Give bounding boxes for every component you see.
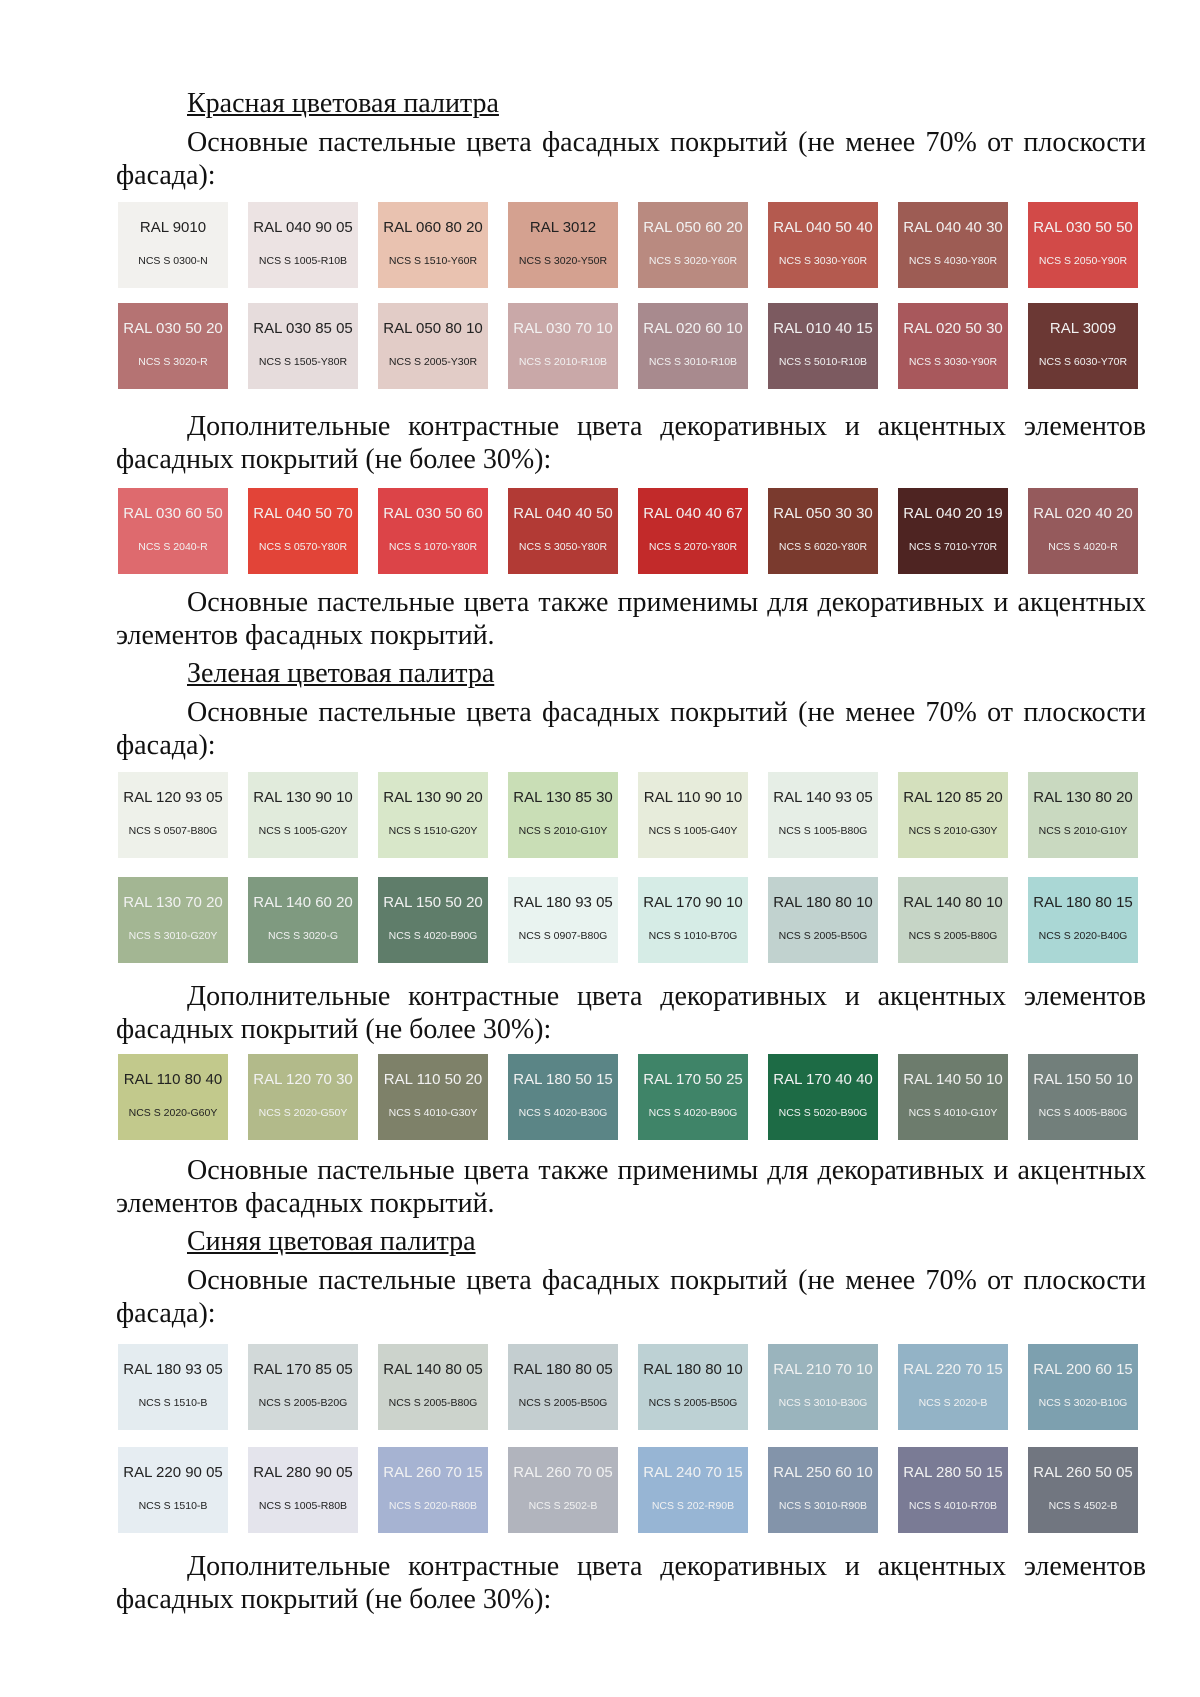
swatch-ral-code: RAL 040 40 30 [903,219,1003,236]
swatch-ral-code: RAL 110 90 10 [643,789,743,806]
red-palette-heading: Красная цветовая палитра [187,88,499,119]
blue-accent-intro: Дополнительные контрастные цвета декоративных и акцентных элементов фасадных покрытий (не более 30%): [116,1551,1146,1615]
color-swatch [898,877,1008,963]
color-swatch [638,202,748,288]
swatch-ral-code: RAL 260 50 05 [1033,1464,1133,1481]
swatch-ral-code: RAL 280 50 15 [903,1464,1003,1481]
color-swatch [378,877,488,963]
color-swatch [118,877,228,963]
swatch-ncs-code: NCS S 3030-Y90R [908,356,998,368]
color-swatch [508,772,618,858]
color-swatch [248,202,358,288]
swatch-ncs-code: NCS S 1510-G20Y [388,825,478,837]
swatch-ral-code: RAL 110 80 40 [123,1071,223,1088]
swatch-ral-code: RAL 140 80 05 [383,1361,483,1378]
swatch-ncs-code: NCS S 4020-B90G [388,930,478,942]
swatch-ncs-code: NCS S 4010-R70B [908,1500,998,1512]
color-swatch [638,303,748,389]
swatch-ral-code: RAL 050 60 20 [643,219,743,236]
swatch-ncs-code: NCS S 2070-Y80R [648,541,738,553]
color-swatch [898,488,1008,574]
swatch-ncs-code: NCS S 6030-Y70R [1038,356,1128,368]
swatch-ral-code: RAL 040 50 40 [773,219,873,236]
swatch-ncs-code: NCS S 2005-B80G [908,930,998,942]
swatch-ncs-code: NCS S 1510-B [138,1397,208,1409]
swatch-ral-code: RAL 040 20 19 [903,505,1003,522]
swatch-ral-code: RAL 010 40 15 [773,320,873,337]
color-swatch [508,488,618,574]
red-accent-intro: Дополнительные контрастные цвета декоративных и акцентных элементов фасадных покрытий (не более 30%): [116,411,1146,475]
swatch-ral-code: RAL 130 70 20 [123,894,223,911]
color-swatch [508,1054,618,1140]
color-swatch [1028,303,1138,389]
swatch-ncs-code: NCS S 2005-B50G [778,930,868,942]
swatch-ncs-code: NCS S 0507-B80G [128,825,218,837]
color-swatch [248,1447,358,1533]
swatch-ral-code: RAL 120 70 30 [253,1071,353,1088]
swatch-ncs-code: NCS S 2010-G30Y [908,825,998,837]
color-swatch [248,303,358,389]
swatch-ncs-code: NCS S 7010-Y70R [908,541,998,553]
color-swatch [898,772,1008,858]
swatch-ncs-code: NCS S 5010-R10B [778,356,868,368]
swatch-ncs-code: NCS S 3010-G20Y [128,930,218,942]
swatch-ncs-code: NCS S 1510-B [138,1500,208,1512]
swatch-ral-code: RAL 180 80 10 [773,894,873,911]
color-swatch [898,1447,1008,1533]
swatch-ncs-code: NCS S 2020-G60Y [128,1107,218,1119]
color-swatch [638,488,748,574]
swatch-ral-code: RAL 180 80 10 [643,1361,743,1378]
color-swatch [118,772,228,858]
color-swatch [248,1054,358,1140]
color-swatch [378,772,488,858]
swatch-ral-code: RAL 030 70 10 [513,320,613,337]
color-swatch [118,488,228,574]
swatch-ral-code: RAL 030 50 50 [1033,219,1133,236]
swatch-ral-code: RAL 200 60 15 [1033,1361,1133,1378]
swatch-ncs-code: NCS S 4010-G30Y [388,1107,478,1119]
swatch-ncs-code: NCS S 2040-R [138,541,208,553]
color-swatch [1028,1054,1138,1140]
swatch-ncs-code: NCS S 3020-G [267,930,339,942]
swatch-ncs-code: NCS S 2005-B80G [388,1397,478,1409]
swatch-ral-code: RAL 170 40 40 [773,1071,873,1088]
color-swatch [638,1344,748,1430]
color-swatch [1028,1447,1138,1533]
color-swatch [898,1054,1008,1140]
color-swatch [508,303,618,389]
swatch-ral-code: RAL 250 60 10 [773,1464,873,1481]
swatch-ral-code: RAL 110 50 20 [383,1071,483,1088]
swatch-ncs-code: NCS S 0570-Y80R [258,541,348,553]
swatch-ral-code: RAL 050 80 10 [383,320,483,337]
swatch-ncs-code: NCS S 0300-N [138,255,208,267]
swatch-ral-code: RAL 020 50 30 [903,320,1003,337]
swatch-ncs-code: NCS S 4502-B [1048,1500,1118,1512]
swatch-ncs-code: NCS S 4010-G10Y [908,1107,998,1119]
swatch-ral-code: RAL 170 85 05 [253,1361,353,1378]
swatch-ral-code: RAL 170 50 25 [643,1071,743,1088]
swatch-ncs-code: NCS S 2020-B40G [1038,930,1128,942]
color-swatch [378,1054,488,1140]
red-main-intro: Основные пастельные цвета фасадных покрытий (не менее 70% от плоскости фасада): [116,127,1146,191]
swatch-ncs-code: NCS S 3010-B30G [778,1397,868,1409]
green-main-intro: Основные пастельные цвета фасадных покрытий (не менее 70% от плоскости фасада): [116,697,1146,761]
swatch-ral-code: RAL 3009 [1049,320,1117,337]
blue-main-intro: Основные пастельные цвета фасадных покрытий (не менее 70% от плоскости фасада): [116,1265,1146,1329]
swatch-ncs-code: NCS S 1005-B80G [778,825,868,837]
color-swatch [378,303,488,389]
swatch-ncs-code: NCS S 3010-R90B [778,1500,868,1512]
swatch-ncs-code: NCS S 2502-B [528,1500,598,1512]
swatch-ral-code: RAL 180 50 15 [513,1071,613,1088]
swatch-ral-code: RAL 9010 [139,219,207,236]
swatch-ral-code: RAL 260 70 05 [513,1464,613,1481]
color-swatch [768,1447,878,1533]
color-swatch [1028,772,1138,858]
swatch-ral-code: RAL 280 90 05 [253,1464,353,1481]
swatch-ral-code: RAL 150 50 10 [1033,1071,1133,1088]
color-swatch [1028,1344,1138,1430]
color-swatch [768,1054,878,1140]
swatch-ncs-code: NCS S 2010-G10Y [1038,825,1128,837]
swatch-ncs-code: NCS S 4020-B30G [518,1107,608,1119]
swatch-ncs-code: NCS S 4030-Y80R [908,255,998,267]
color-swatch [118,202,228,288]
color-swatch [378,488,488,574]
color-swatch [768,772,878,858]
swatch-ral-code: RAL 140 50 10 [903,1071,1003,1088]
swatch-ncs-code: NCS S 2010-R10B [518,356,608,368]
color-swatch [248,877,358,963]
swatch-ral-code: RAL 130 90 10 [253,789,353,806]
color-swatch [638,772,748,858]
color-swatch [118,1447,228,1533]
swatch-ncs-code: NCS S 1005-G40Y [648,825,738,837]
swatch-ncs-code: NCS S 3020-B10G [1038,1397,1128,1409]
color-swatch [508,1344,618,1430]
color-swatch [248,772,358,858]
swatch-ncs-code: NCS S 2050-Y90R [1038,255,1128,267]
red-note: Основные пастельные цвета также применимы для декоративных и акцентных элементов фасадных покрытий. [116,587,1146,651]
swatch-ral-code: RAL 3012 [529,219,597,236]
swatch-ncs-code: NCS S 2005-B20G [258,1397,348,1409]
green-palette-heading: Зеленая цветовая палитра [187,658,495,689]
swatch-ncs-code: NCS S 6020-Y80R [778,541,868,553]
color-swatch [1028,488,1138,574]
color-swatch [508,202,618,288]
swatch-ncs-code: NCS S 1510-Y60R [388,255,478,267]
color-swatch [898,303,1008,389]
swatch-ral-code: RAL 030 50 60 [383,505,483,522]
swatch-ncs-code: NCS S 3020-Y60R [648,255,738,267]
color-swatch [1028,877,1138,963]
swatch-ral-code: RAL 030 50 20 [123,320,223,337]
swatch-ncs-code: NCS S 5020-B90G [778,1107,868,1119]
swatch-ral-code: RAL 030 85 05 [253,320,353,337]
swatch-ral-code: RAL 180 93 05 [513,894,613,911]
swatch-ral-code: RAL 060 80 20 [383,219,483,236]
color-swatch [248,1344,358,1430]
color-swatch [1028,202,1138,288]
swatch-ral-code: RAL 210 70 10 [773,1361,873,1378]
swatch-ral-code: RAL 140 93 05 [773,789,873,806]
swatch-ncs-code: NCS S 2020-B [918,1397,988,1409]
color-swatch [898,1344,1008,1430]
swatch-ral-code: RAL 180 80 15 [1033,894,1133,911]
swatch-ral-code: RAL 030 60 50 [123,505,223,522]
swatch-ral-code: RAL 170 90 10 [643,894,743,911]
swatch-ral-code: RAL 040 40 50 [513,505,613,522]
swatch-ral-code: RAL 130 80 20 [1033,789,1133,806]
color-swatch [768,202,878,288]
color-swatch [768,488,878,574]
swatch-ral-code: RAL 220 70 15 [903,1361,1003,1378]
swatch-ral-code: RAL 260 70 15 [383,1464,483,1481]
color-swatch [768,877,878,963]
color-swatch [768,303,878,389]
color-swatch [768,1344,878,1430]
swatch-ral-code: RAL 040 90 05 [253,219,353,236]
swatch-ncs-code: NCS S 3010-R10B [648,356,738,368]
swatch-ncs-code: NCS S 2005-B50G [518,1397,608,1409]
swatch-ral-code: RAL 020 60 10 [643,320,743,337]
swatch-ral-code: RAL 130 90 20 [383,789,483,806]
swatch-ral-code: RAL 240 70 15 [643,1464,743,1481]
swatch-ncs-code: NCS S 1505-Y80R [258,356,348,368]
green-accent-intro: Дополнительные контрастные цвета декоративных и акцентных элементов фасадных покрытий (не более 30%): [116,981,1146,1045]
swatch-ral-code: RAL 130 85 30 [513,789,613,806]
color-swatch [508,877,618,963]
swatch-ral-code: RAL 050 30 30 [773,505,873,522]
swatch-ncs-code: NCS S 1005-G20Y [258,825,348,837]
swatch-ncs-code: NCS S 3020-R [138,356,208,368]
swatch-ncs-code: NCS S 1010-B70G [648,930,738,942]
swatch-ncs-code: NCS S 4005-B80G [1038,1107,1128,1119]
swatch-ncs-code: NCS S 3030-Y60R [778,255,868,267]
swatch-ncs-code: NCS S 2005-B50G [648,1397,738,1409]
swatch-ral-code: RAL 120 93 05 [123,789,223,806]
color-swatch [248,488,358,574]
swatch-ral-code: RAL 020 40 20 [1033,505,1133,522]
color-swatch [378,202,488,288]
swatch-ncs-code: NCS S 4020-R [1048,541,1118,553]
swatch-ral-code: RAL 120 85 20 [903,789,1003,806]
swatch-ncs-code: NCS S 202-R90B [651,1500,735,1512]
swatch-ncs-code: NCS S 4020-B90G [648,1107,738,1119]
swatch-ral-code: RAL 040 40 67 [643,505,743,522]
swatch-ncs-code: NCS S 2010-G10Y [518,825,608,837]
swatch-ncs-code: NCS S 3020-Y50R [518,255,608,267]
swatch-ral-code: RAL 140 80 10 [903,894,1003,911]
blue-palette-heading: Синяя цветовая палитра [187,1226,476,1257]
swatch-ral-code: RAL 150 50 20 [383,894,483,911]
swatch-ncs-code: NCS S 2020-R80B [388,1500,478,1512]
swatch-ncs-code: NCS S 3050-Y80R [518,541,608,553]
color-swatch [638,877,748,963]
swatch-ral-code: RAL 140 60 20 [253,894,353,911]
swatch-ral-code: RAL 220 90 05 [123,1464,223,1481]
color-swatch [638,1054,748,1140]
swatch-ncs-code: NCS S 1005-R10B [258,255,348,267]
swatch-ncs-code: NCS S 2020-G50Y [258,1107,348,1119]
swatch-ncs-code: NCS S 0907-B80G [518,930,608,942]
color-swatch [378,1344,488,1430]
color-swatch [378,1447,488,1533]
color-swatch [638,1447,748,1533]
swatch-ral-code: RAL 040 50 70 [253,505,353,522]
color-swatch [118,303,228,389]
swatch-ral-code: RAL 180 80 05 [513,1361,613,1378]
swatch-ncs-code: NCS S 2005-Y30R [388,356,478,368]
color-swatch [508,1447,618,1533]
swatch-ncs-code: NCS S 1005-R80B [258,1500,348,1512]
swatch-ncs-code: NCS S 1070-Y80R [388,541,478,553]
color-swatch [118,1054,228,1140]
color-swatch [118,1344,228,1430]
color-swatch [898,202,1008,288]
swatch-ral-code: RAL 180 93 05 [123,1361,223,1378]
green-note: Основные пастельные цвета также применимы для декоративных и акцентных элементов фасадных покрытий. [116,1155,1146,1219]
